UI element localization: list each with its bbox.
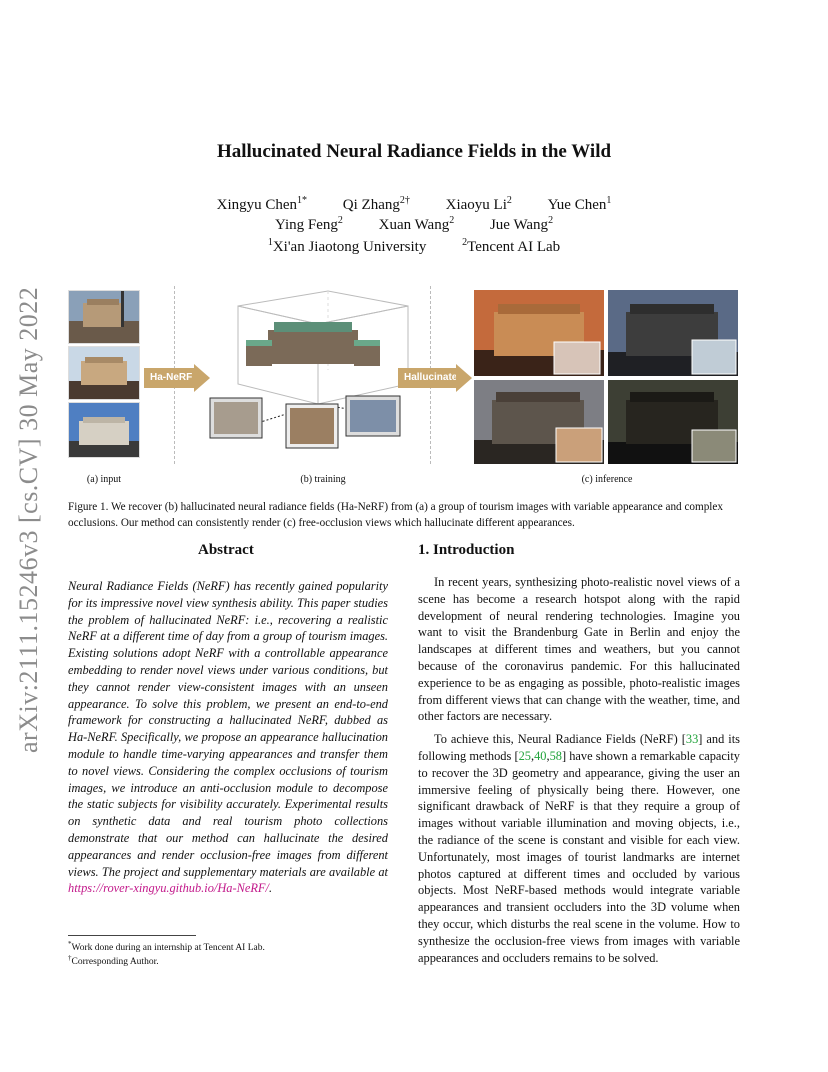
intro-paragraph-1: In recent years, synthesizing photo-realistic novel views of a scene has become a research hotspot along with the rapid development of neural rendering technologies. Imagine you want to visit the Brandenburg Gate in Berlin and enjoy the landscapes at different times and weathers, but you cannot because of the coronavirus pandemic. For this hallucinated experience to be as engaging as possible, photo-realistic images from different views that can change with the weather, time, and other factors are necessary. (418, 575, 740, 724)
author-row-2 (0, 215, 828, 234)
affiliations (0, 237, 828, 256)
author: Ying Feng$^2$ (274, 215, 343, 233)
author: Xingyu Chen$^{1*}$ (216, 195, 308, 213)
inference-render-3 (474, 380, 604, 464)
label-inference: (c) inference (581, 474, 633, 485)
input-photo-2 (68, 346, 140, 400)
abstract-heading: Abstract (198, 542, 254, 558)
input-photo-3 (68, 402, 140, 458)
arxiv-stamp: arXiv:2111.15246v3 [cs.CV] 30 May 2022 (14, 286, 43, 754)
author: Yue Chen$^1$ (547, 195, 612, 213)
label-training: (b) training (300, 474, 346, 485)
citation-link[interactable]: 25 (518, 748, 531, 763)
author: Xuan Wang$^2$ (378, 215, 455, 233)
footnote-1: *Work done during an internship at Tencent AI Lab. (68, 940, 265, 954)
author: Xiaoyu Li$^2$ (445, 195, 512, 213)
paper-title: Hallucinated Neural Radiance Fields in the Wild (216, 141, 612, 162)
intro-paragraph-2: To achieve this, Neural Radiance Fields (NeRF) [33] and its following methods [25,40,58] have shown a remarkable capacity to recover the 3D geometry and appearance, giving the user an immersive feeling of physically being there. However, one significant drawback of NeRF is that they require a group of images without variable illumination and moving objects, i.e., the radiance of the scene is constant and visible for each view. Unfortunately, most images of tourist landmarks are internet photos captured at different times and occluded by various objects. Most NeRF-based methods would integrate variable appearances and transient occluders into the 3D volume when they occur, which disturbs the real scene in the volume. How to synthesize the occlusion-free views from images with variable appearances and occluders remains to be solved. (418, 732, 741, 965)
inference-render-2 (608, 290, 738, 376)
abstract-body: Neural Radiance Fields (NeRF) has recently gained popularity for its impressive novel view synthesis ability. This paper studies the problem of hallucinated NeRF: i.e., recovering a realistic NeRF at a different time of day from a group of tourism images. Existing solutions adopt NeRF with a controllable appearance embedding to render novel views under various conditions, but they cannot render view-consistent images with an unseen appearance. To solve this problem, we present an end-to-end framework for constructing a hallucinated NeRF, dubbed as Ha-NeRF. Specifically, we propose an appearance hallucination module to handle time-varying appearances and transfer them to novel views. Considering the complex occlusions of tourism images, we introduce an anti-occlusion module to decompose the static subjects for visibility accurately. Experimental results on synthetic data and real tourism photo collections demonstrate that our method can hallucinate the desired appearances and render occlusion-free images from different views. The project and supplementary materials are available at https://rover-xingyu.github.io/Ha-NeRF/. (68, 579, 388, 896)
author: Jue Wang$^2$ (489, 215, 554, 233)
label-input: (a) input (86, 474, 122, 485)
footnote-2: †Corresponding Author. (68, 954, 159, 968)
figure-caption: Figure 1. We recover (b) hallucinated neural radiance fields (Ha-NeRF) from (a) a group of tourism images with variable appearance and complex occlusions. Our method can consistently render (c) free-occlusion views which hallucinate different appearances. (68, 501, 723, 529)
intro-body (418, 574, 740, 966)
inference-render-1 (474, 290, 604, 376)
input-photo-1 (68, 290, 140, 344)
hallucinate-arrow: Hallucinate (398, 364, 470, 392)
project-link[interactable]: https://rover-xingyu.github.io/Ha-NeRF/ (68, 881, 269, 896)
inference-render-4 (608, 380, 738, 464)
footnote-rule (68, 935, 196, 936)
figure-1 (68, 286, 740, 486)
citation-link[interactable]: 40 (534, 748, 547, 763)
citation-link[interactable]: 33 (685, 732, 699, 747)
intro-heading: 1. Introduction (418, 542, 515, 558)
author-row-1 (0, 195, 828, 214)
affiliation: $^2$Tencent AI Lab (462, 237, 561, 255)
ha-nerf-arrow: Ha-NeRF (144, 364, 208, 392)
affiliation: $^1$Xi'an Jiaotong University (267, 237, 427, 255)
citation-link[interactable]: 58 (549, 748, 562, 763)
author: Qi Zhang$^{2\dagger}$ (342, 195, 410, 213)
